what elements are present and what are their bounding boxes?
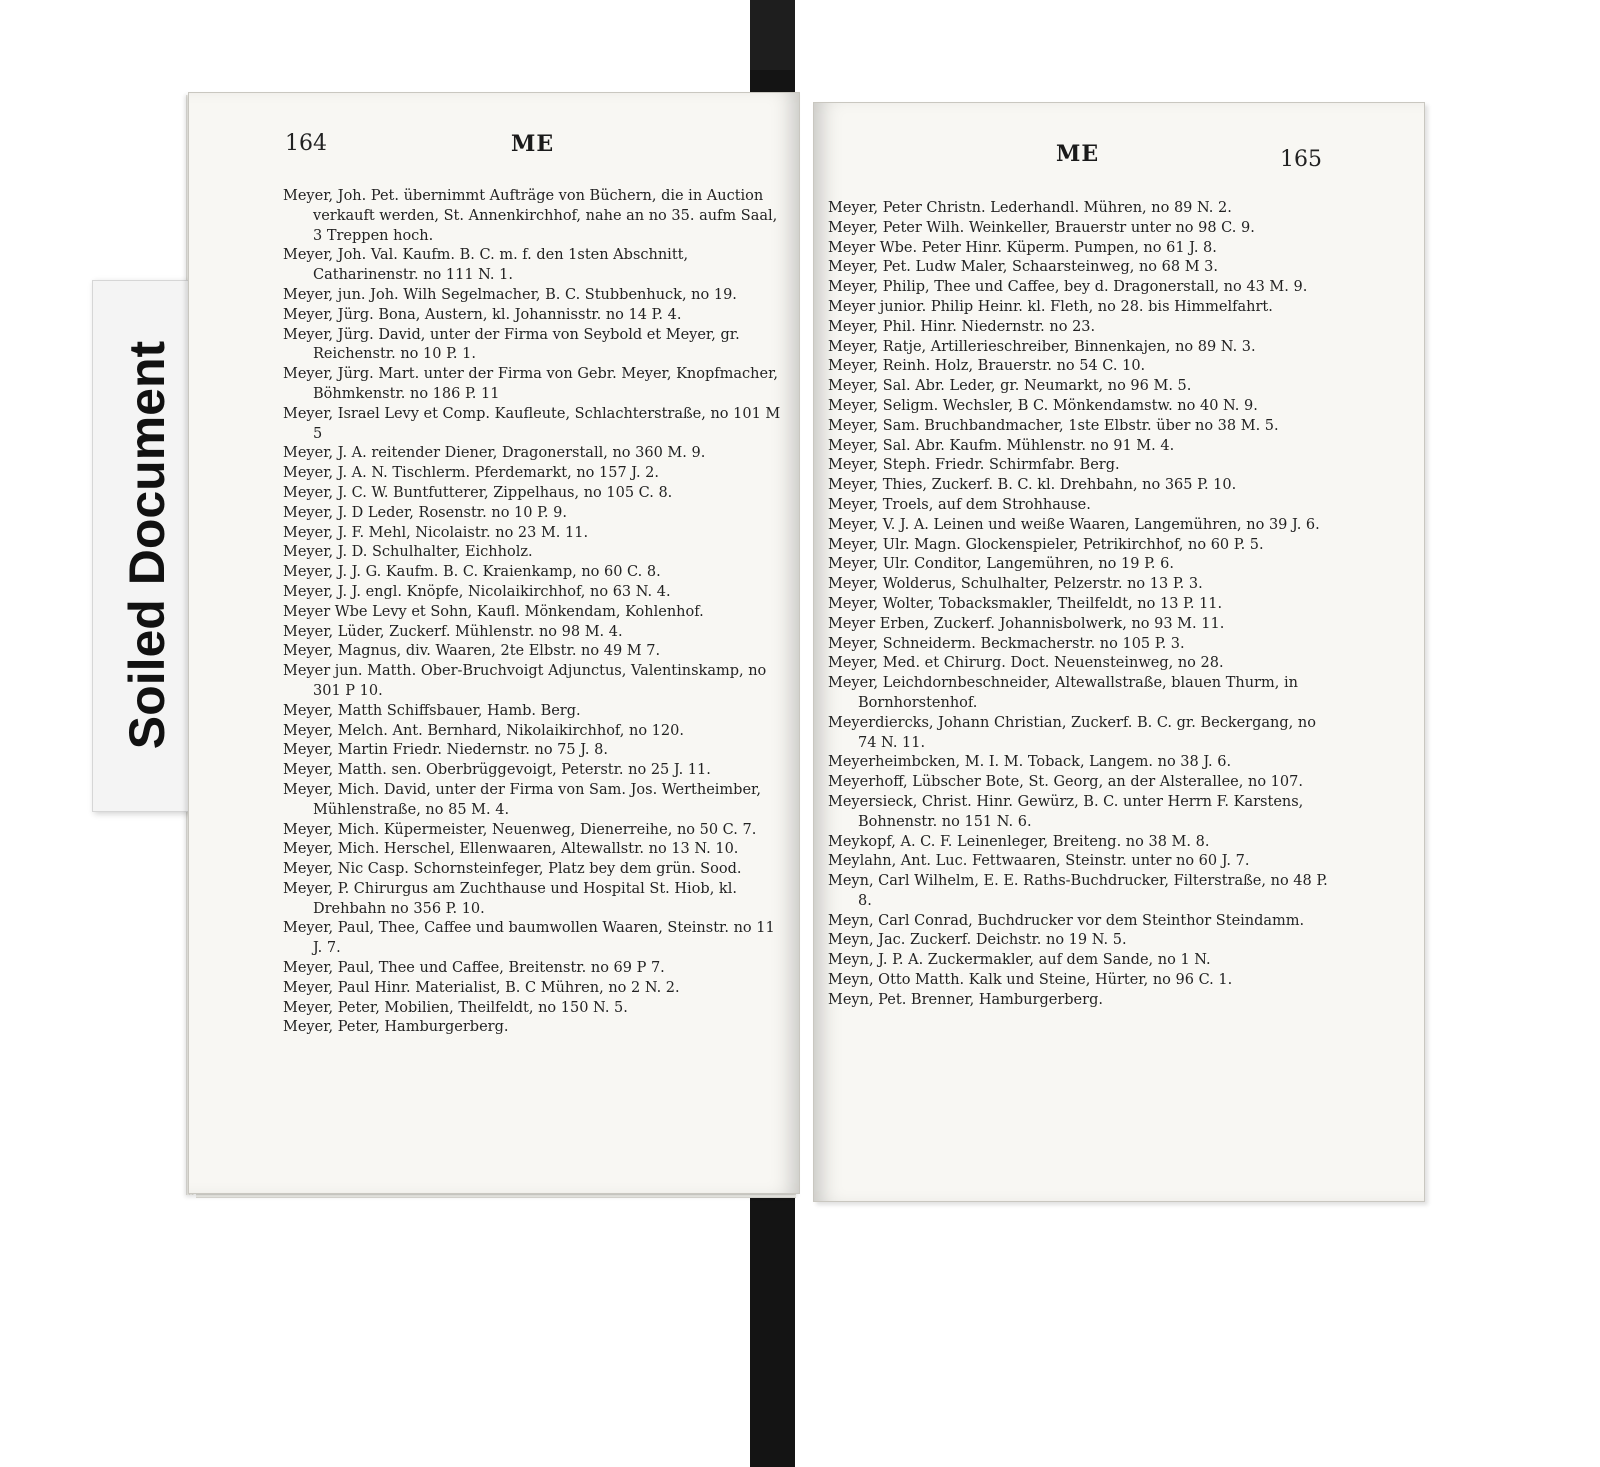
directory-entry: Meyer, Lüder, Zuckerf. Mühlenstr. no 98 M. 4. — [283, 623, 623, 640]
directory-entry: Meyer, Paul, Thee, Caffee und baumwollen Waaren, Steinstr. no 11 J. 7. — [283, 920, 775, 957]
directory-entry: Meyer Wbe. Peter Hinr. Küperm. Pumpen, no 61 J. 8. — [828, 239, 1217, 256]
directory-entry: Meyn, Pet. Brenner, Hamburgerberg. — [828, 991, 1103, 1008]
directory-entry: Meyer, Philip, Thee und Caffee, bey d. Dragonerstall, no 43 M. 9. — [828, 279, 1308, 296]
directory-entry: Meyerhoff, Lübscher Bote, St. Georg, an der Alsterallee, no 107. — [828, 774, 1303, 791]
left-page — [188, 92, 800, 1194]
directory-entry: Meyer, Wolter, Tobacksmakler, Theilfeldt, no 13 P. 11. — [828, 595, 1223, 612]
directory-entry: Meyer Erben, Zuckerf. Johannisbolwerk, no 93 M. 11. — [828, 615, 1225, 632]
directory-entry: Meyer, J. C. W. Buntfutterer, Zippelhaus, no 105 C. 8. — [283, 484, 673, 501]
directory-entry: Meyer, Martin Friedr. Niedernstr. no 75 J. 8. — [283, 742, 608, 759]
directory-entry: Meyer, Peter Christn. Lederhandl. Mühren, no 89 N. 2. — [828, 200, 1232, 216]
directory-entry: Meyer, Steph. Friedr. Schirmfabr. Berg. — [828, 457, 1120, 474]
directory-entry: Meyn, Jac. Zuckerf. Deichstr. no 19 N. 5. — [828, 932, 1127, 949]
directory-entry: Meyer, Med. et Chirurg. Doct. Neuensteinweg, no 28. — [828, 655, 1224, 672]
directory-entry: Meyer, Troels, auf dem Strohhause. — [828, 496, 1091, 513]
directory-entry: Meyer, Joh. Val. Kaufm. B. C. m. f. den 1sten Abschnitt, Catharinenstr. no 111 N. 1. — [283, 247, 689, 284]
directory-entry: Meylahn, Ant. Luc. Fettwaaren, Steinstr. unter no 60 J. 7. — [828, 853, 1250, 870]
directory-entry: Meyerdiercks, Johann Christian, Zuckerf. B. C. gr. Beckergang, no 74 N. 11. — [828, 714, 1316, 751]
directory-entries — [828, 199, 1328, 1011]
directory-entry: Meyn, Carl Conrad, Buchdrucker vor dem Steinthor Steindamm. — [828, 912, 1305, 929]
directory-entry: Meyer, J. J. G. Kaufm. B. C. Kraienkamp, no 60 C. 8. — [283, 564, 661, 581]
directory-entry: Meyer, Joh. Pet. übernimmt Aufträge von Büchern, die in Auction verkauft werden, St. Annenkirchhof, nahe an no 35. aufm Saal, 3 Treppen hoch. — [283, 188, 778, 244]
right-page — [813, 102, 1425, 1202]
directory-entry: Meyer, Peter, Hamburgerberg. — [283, 1019, 509, 1036]
directory-entry: Meyer junior. Philip Heinr. kl. Fleth, no 28. bis Himmelfahrt. — [828, 298, 1273, 315]
directory-entry: Meyer, Nic Casp. Schornsteinfeger, Platz bey dem grün. Sood. — [283, 861, 742, 878]
directory-entry: Meyer, Ratje, Artillerieschreiber, Binnenkajen, no 89 N. 3. — [828, 338, 1256, 355]
directory-entry: Meykopf, A. C. F. Leinenleger, Breiteng. no 38 M. 8. — [828, 833, 1210, 850]
directory-entry: Meyersieck, Christ. Hinr. Gewürz, B. C. unter Herrn F. Karstens, Bohnenstr. no 151 N. 6. — [828, 793, 1304, 830]
directory-entry: Meyer, Jürg. Bona, Austern, kl. Johannisstr. no 14 P. 4. — [283, 306, 682, 323]
directory-entry: Meyer, jun. Joh. Wilh Segelmacher, B. C. Stubbenhuck, no 19. — [283, 286, 737, 303]
directory-entry: Meyer, Mich. Herschel, Ellenwaaren, Altewallstr. no 13 N. 10. — [283, 841, 739, 858]
directory-entry: Meyer, Phil. Hinr. Niedernstr. no 23. — [828, 318, 1096, 335]
directory-entry: Meyer, J. A. reitender Diener, Dragonerstall, no 360 M. 9. — [283, 445, 706, 462]
directory-entry: Meyer, Seligm. Wechsler, B C. Mönkendamstw. no 40 N. 9. — [828, 397, 1258, 414]
binding-shadow — [750, 0, 795, 70]
directory-entry: Meyer, Pet. Ludw Maler, Schaarsteinweg, no 68 M 3. — [828, 259, 1218, 276]
directory-entry: Meyer, Sam. Bruchbandmacher, 1ste Elbstr. über no 38 M. 5. — [828, 417, 1279, 434]
directory-entry: Meyer, Peter Wilh. Weinkeller, Brauerstr unter no 98 C. 9. — [828, 219, 1255, 236]
directory-entry: Meyer, Paul Hinr. Materialist, B. C Mühren, no 2 N. 2. — [283, 979, 680, 996]
directory-entry: Meyer, Paul, Thee und Caffee, Breitenstr. no 69 P 7. — [283, 960, 665, 977]
page-number: 165 — [1280, 147, 1322, 172]
directory-entry: Meyer, Jürg. David, unter der Firma von Seybold et Meyer, gr. Reichenstr. no 10 P. 1. — [283, 326, 740, 363]
directory-entry: Meyn, Carl Wilhelm, E. E. Raths-Buchdrucker, Filterstraße, no 48 P. 8. — [828, 873, 1328, 909]
directory-entry: Meyer, J. D. Schulhalter, Eichholz. — [283, 544, 533, 561]
running-header: ME — [511, 131, 555, 157]
directory-entry: Meyer, Israel Levy et Comp. Kaufleute, Schlachterstraße, no 101 M 5 — [283, 405, 781, 442]
directory-entry: Meyer, Reinh. Holz, Brauerstr. no 54 C. 10. — [828, 358, 1146, 375]
directory-entry: Meyer, Schneiderm. Beckmacherstr. no 105 P. 3. — [828, 635, 1185, 652]
directory-entry: Meyer, Jürg. Mart. unter der Firma von Gebr. Meyer, Knopfmacher, Böhmkenstr. no 186 P. 11 — [283, 366, 779, 402]
soiled-document-label: Soiled Document — [119, 340, 175, 750]
directory-entry: Meyer, Mich. Küpermeister, Neuenweg, Dienerreihe, no 50 C. 7. — [283, 821, 757, 838]
directory-entry: Meyer, Thies, Zuckerf. B. C. kl. Drehbahn, no 365 P. 10. — [828, 477, 1237, 494]
directory-entry: Meyer, Mich. David, unter der Firma von Sam. Jos. Wertheimber, Mühlenstraße, no 85 M. 4. — [283, 781, 761, 818]
directory-entry: Meyer, Magnus, div. Waaren, 2te Elbstr. no 49 M 7. — [283, 643, 661, 660]
directory-entry: Meyer, J. A. N. Tischlerm. Pferdemarkt, no 157 J. 2. — [283, 465, 660, 482]
directory-entry: Meyer, Melch. Ant. Bernhard, Nikolaikirchhof, no 120. — [283, 722, 684, 739]
directory-entry: Meyer, Sal. Abr. Leder, gr. Neumarkt, no 96 M. 5. — [828, 378, 1192, 395]
directory-entry: Meyer, J. D Leder, Rosenstr. no 10 P. 9. — [283, 504, 567, 521]
directory-entry: Meyer, P. Chirurgus am Zuchthause und Hospital St. Hiob, kl. Drehbahn no 356 P. 10. — [283, 880, 737, 917]
directory-entry: Meyer, Peter, Mobilien, Theilfeldt, no 150 N. 5. — [283, 999, 628, 1016]
running-header: ME — [1056, 141, 1100, 167]
directory-entry: Meyer, Leichdornbeschneider, Altewallstraße, blauen Thurm, in Bornhorstenhof. — [828, 675, 1298, 711]
directory-entry: Meyer Wbe Levy et Sohn, Kaufl. Mönkendam, Kohlenhof. — [283, 603, 704, 620]
directory-entry: Meyer, J. F. Mehl, Nicolaistr. no 23 M. 11. — [283, 524, 589, 541]
directory-entry: Meyn, J. P. A. Zuckermakler, auf dem Sande, no 1 N. — [828, 952, 1211, 969]
directory-entry: Meyer jun. Matth. Ober-Bruchvoigt Adjunctus, Valentinskamp, no 301 P 10. — [283, 663, 767, 699]
directory-entries — [283, 187, 783, 1038]
directory-entry: Meyerheimbcken, M. I. M. Toback, Langem. no 38 J. 6. — [828, 754, 1232, 771]
directory-entry: Meyer, Matth. sen. Oberbrüggevoigt, Peterstr. no 25 J. 11. — [283, 762, 711, 779]
directory-entry: Meyn, Otto Matth. Kalk und Steine, Hürter, no 96 C. 1. — [828, 972, 1233, 989]
directory-entry: Meyer, Ulr. Conditor, Langemühren, no 19 P. 6. — [828, 556, 1174, 573]
directory-entry: Meyer, Sal. Abr. Kaufm. Mühlenstr. no 91 M. 4. — [828, 437, 1175, 454]
directory-entry: Meyer, J. J. engl. Knöpfe, Nicolaikirchhof, no 63 N. 4. — [283, 583, 671, 600]
directory-entry: Meyer, V. J. A. Leinen und weiße Waaren, Langemühren, no 39 J. 6. — [828, 516, 1320, 533]
directory-entry: Meyer, Wolderus, Schulhalter, Pelzerstr. no 13 P. 3. — [828, 576, 1203, 593]
page-number: 164 — [285, 131, 327, 156]
directory-entry: Meyer, Ulr. Magn. Glockenspieler, Petrikirchhof, no 60 P. 5. — [828, 536, 1264, 553]
directory-entry: Meyer, Matth Schiffsbauer, Hamb. Berg. — [283, 702, 581, 719]
